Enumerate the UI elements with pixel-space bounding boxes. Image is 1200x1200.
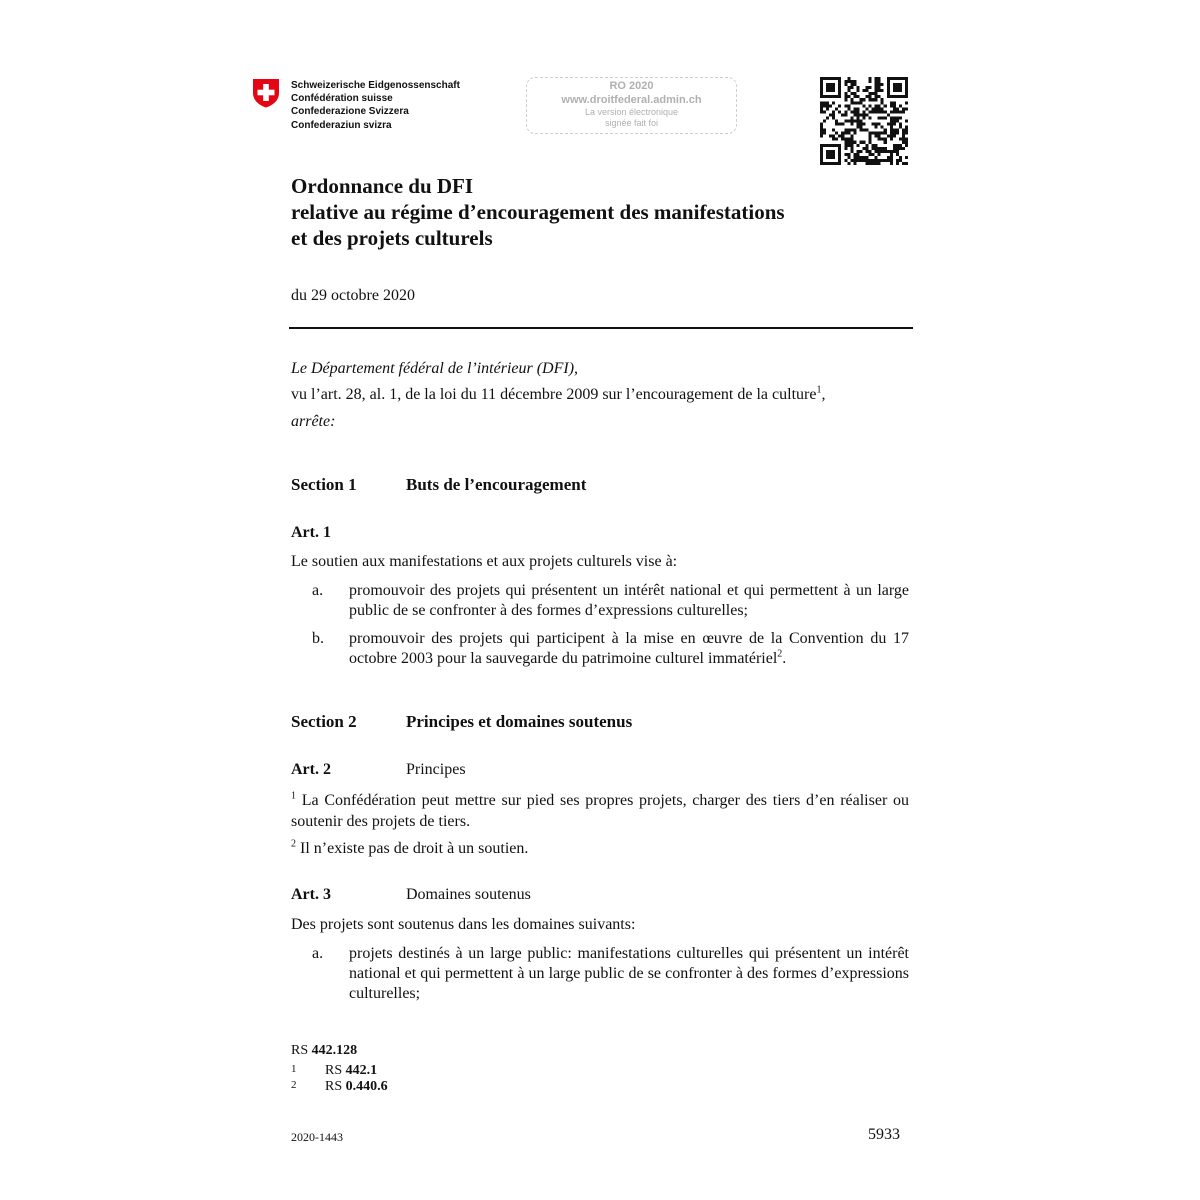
swiss-coat-of-arms-icon bbox=[252, 78, 280, 108]
footnote-reference[interactable]: 0.440.6 bbox=[345, 1079, 388, 1094]
paragraph-number: 1 bbox=[291, 790, 296, 802]
rs-prefix: RS bbox=[325, 1079, 343, 1094]
footnote-reference[interactable]: 442.1 bbox=[345, 1063, 378, 1078]
org-line: Confédération suisse bbox=[291, 93, 393, 105]
title-line: Ordonnance du DFI bbox=[291, 174, 474, 198]
paragraph-text: La Confédération peut mettre sur pied ses propres projets, charger des tiers d’en réaliser ou soutenir des projets de tiers. bbox=[291, 792, 909, 830]
footnote bbox=[325, 1063, 377, 1079]
list-item-letter: b. bbox=[312, 630, 324, 647]
preamble-basis bbox=[291, 384, 825, 405]
qr-code-icon bbox=[820, 77, 908, 165]
preamble-authority: Le Département fédéral de l’intérieur (DFI), bbox=[291, 360, 579, 377]
article-label: Art. 1 bbox=[291, 524, 331, 541]
issuing-authority bbox=[291, 79, 460, 132]
article-paragraph bbox=[291, 838, 528, 859]
article-paragraph bbox=[291, 790, 909, 832]
list-item: promouvoir des projets qui présentent un intérêt national et qui permettent à un large public de se confronter à des formes d’expressions culturelles; bbox=[349, 582, 909, 619]
stamp-url: www.droitfederal.admin.ch bbox=[561, 94, 702, 106]
org-line: Confederazione Svizzera bbox=[291, 106, 409, 118]
list-item-letter: a. bbox=[312, 582, 324, 599]
footnote-ref[interactable]: 1 bbox=[816, 384, 822, 396]
section-label: Section 2 bbox=[291, 712, 357, 731]
footnote-ref[interactable]: 2 bbox=[777, 648, 783, 660]
page-number: 5933 bbox=[868, 1126, 900, 1143]
paragraph-number: 2 bbox=[291, 838, 296, 850]
stamp-ro: RO 2020 bbox=[609, 80, 654, 92]
title-line: et des projets culturels bbox=[291, 226, 493, 250]
org-line: Confederaziun svizra bbox=[291, 119, 392, 131]
rs-number: 442.128 bbox=[311, 1043, 358, 1058]
document-date: du 29 octobre 2020 bbox=[291, 287, 415, 304]
punctuation: , bbox=[821, 386, 826, 403]
article-title: Domaines soutenus bbox=[406, 886, 531, 903]
document-title bbox=[291, 173, 785, 251]
list-item-letter: a. bbox=[312, 945, 324, 962]
stamp-note: signée fait foi bbox=[604, 118, 659, 128]
rs-prefix: RS bbox=[325, 1063, 343, 1078]
official-publication-stamp bbox=[526, 77, 737, 134]
punctuation: . bbox=[782, 650, 787, 667]
rs-prefix: RS bbox=[291, 1043, 309, 1058]
footnote-number: 2 bbox=[291, 1079, 297, 1091]
preamble-decree: arrête: bbox=[291, 413, 336, 430]
footnote-number: 1 bbox=[291, 1063, 297, 1075]
article-intro: Le soutien aux manifestations et aux projets culturels vise à: bbox=[291, 553, 678, 570]
list-item-text: promouvoir des projets qui participent à la mise en œuvre de la Convention du 17 octobre 2003 pour la sauvegarde du patrimoine culturel immatériel bbox=[349, 630, 909, 667]
paragraph-text: Il n’existe pas de droit à un soutien. bbox=[300, 840, 529, 857]
title-divider bbox=[289, 327, 913, 329]
list-item bbox=[349, 629, 909, 669]
section-title: Principes et domaines soutenus bbox=[406, 712, 633, 731]
sr-number bbox=[291, 1043, 357, 1059]
stamp-note: La version électronique bbox=[584, 107, 679, 117]
section-label: Section 1 bbox=[291, 475, 357, 494]
title-line: relative au régime d’encouragement des manifestations bbox=[291, 200, 785, 224]
article-intro: Des projets sont soutenus dans les domaines suivants: bbox=[291, 916, 636, 933]
org-line: Schweizerische Eidgenossenschaft bbox=[291, 80, 460, 91]
article-label: Art. 2 bbox=[291, 761, 331, 778]
article-title: Principes bbox=[406, 761, 466, 778]
document-id: 2020-1443 bbox=[291, 1130, 343, 1144]
preamble-basis-text: vu l’art. 28, al. 1, de la loi du 11 décembre 2009 sur l’encouragement de la culture bbox=[291, 386, 817, 403]
article-label: Art. 3 bbox=[291, 886, 331, 903]
list-item: projets destinés à un large public: manifestations culturelles qui présentent un intérêt national et qui permettent à un large public de se confronter à des formes d’expressions culturelles; bbox=[349, 945, 909, 1002]
footnote bbox=[325, 1079, 388, 1095]
section-title: Buts de l’encouragement bbox=[406, 475, 587, 494]
